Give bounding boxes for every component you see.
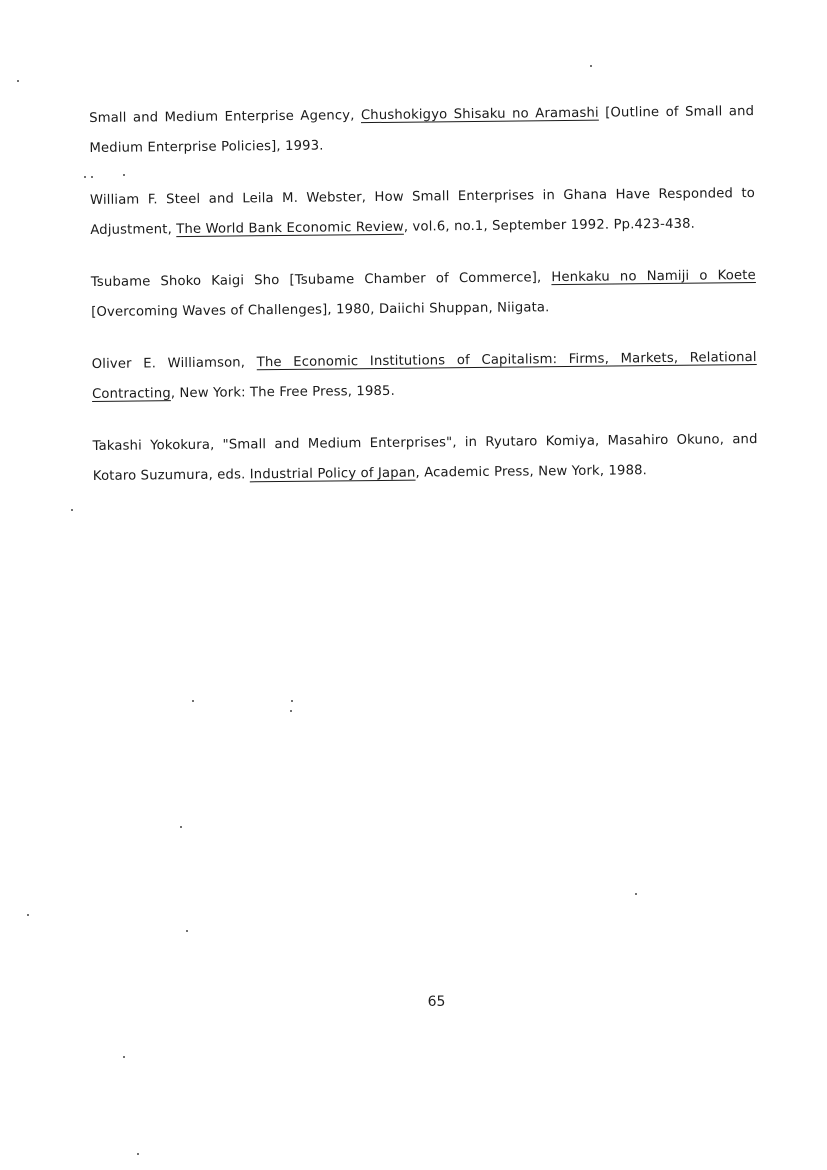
reference-text: [Overcoming Waves of Challenges], 1980, Daiichi Shuppan, Niigata. bbox=[91, 300, 550, 320]
reference-entry bbox=[90, 179, 756, 246]
scan-speck bbox=[290, 710, 292, 712]
reference-text: , vol.6, no.1, September 1992. Pp.423-438. bbox=[403, 216, 696, 235]
scan-speck bbox=[180, 826, 182, 828]
reference-title: Henkaku no Namiji o Koete bbox=[551, 268, 756, 286]
scan-speck bbox=[192, 700, 194, 702]
reference-text: Tsubame Shoko Kaigi Sho [Tsubame Chamber of Commerce], bbox=[90, 270, 552, 290]
scan-speck bbox=[17, 80, 19, 82]
scan-speck bbox=[84, 176, 86, 178]
reference-entry bbox=[92, 425, 758, 492]
scan-speck bbox=[123, 174, 125, 176]
reference-title: Chushokigyo Shisaku no Aramashi bbox=[360, 105, 599, 124]
reference-text: Small and Medium Enterprise Agency, bbox=[89, 108, 361, 126]
reference-text: [Outline of Small and Medium Enterprise Policies], 1993. bbox=[89, 104, 755, 156]
reference-title: The Economic Institutions of Capitalism: Firms, Markets, Relational Contracting bbox=[91, 350, 757, 402]
scan-speck bbox=[71, 509, 73, 511]
reference-entry bbox=[92, 343, 758, 410]
scan-speck bbox=[137, 1153, 139, 1155]
reference-text: , Academic Press, New York, 1988. bbox=[415, 463, 648, 481]
scan-speck bbox=[186, 930, 188, 932]
scan-speck bbox=[590, 65, 592, 67]
scan-speck bbox=[635, 893, 637, 895]
reference-entry bbox=[91, 261, 757, 328]
reference-text: William F. Steel and Leila M. Webster, How Small Enterprises in Ghana Have Responded to Adjustment, bbox=[89, 186, 756, 238]
reference-text: Oliver E. Williamson, bbox=[91, 355, 257, 372]
scan-speck bbox=[291, 700, 293, 702]
reference-title: The World Bank Economic Review bbox=[176, 219, 404, 238]
reference-text: Takashi Yokokura, "Small and Medium Enterprises", in Ryutaro Komiya, Masahiro Okuno, and Kotaro Suzumura, eds. bbox=[92, 432, 758, 484]
reference-text: , New York: The Free Press, 1985. bbox=[170, 383, 395, 402]
reference-title: Industrial Policy of Japan bbox=[249, 465, 416, 483]
scan-speck bbox=[123, 1056, 125, 1058]
page-number: 65 bbox=[427, 994, 446, 1010]
reference-list bbox=[89, 97, 758, 514]
scan-speck bbox=[27, 914, 29, 916]
reference-entry bbox=[89, 97, 755, 164]
scan-speck bbox=[91, 176, 93, 178]
